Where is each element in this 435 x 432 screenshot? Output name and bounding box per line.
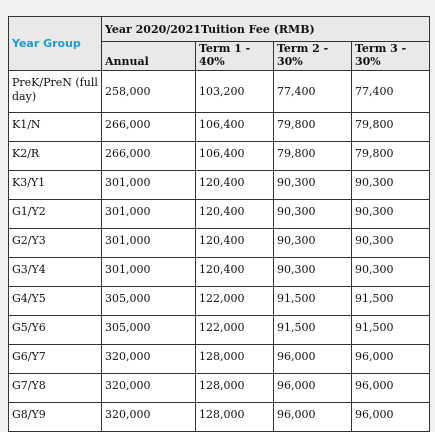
- grade-cell: G6/Y7: [9, 345, 102, 374]
- grade-cell: G2/Y3: [9, 229, 102, 258]
- grade-cell: K1/N: [9, 113, 102, 142]
- fee-table-body: [9, 71, 430, 432]
- term-1-fee-cell: 122,000: [196, 287, 274, 316]
- term-3-fee-cell: 91,500: [352, 287, 430, 316]
- term-1-fee-cell: 106,400: [196, 142, 274, 171]
- grade-cell: G4/Y5: [9, 287, 102, 316]
- term-3-fee-cell: 79,800: [352, 113, 430, 142]
- term-1-fee-cell: 106,400: [196, 113, 274, 142]
- term-1-fee-cell: 120,400: [196, 200, 274, 229]
- term-1-fee-cell: 120,400: [196, 171, 274, 200]
- term-2-fee-cell: 90,300: [274, 171, 352, 200]
- annual-fee-cell: 266,000: [102, 142, 196, 171]
- term-3-fee-cell: 96,000: [352, 345, 430, 374]
- column-header-annual: Annual: [102, 42, 196, 71]
- table-row: [9, 171, 430, 200]
- table-row: [9, 71, 430, 113]
- table-title: Year 2020/2021Tuition Fee (RMB): [102, 17, 430, 42]
- tuition-fee-table: [8, 16, 430, 432]
- table-row: [9, 403, 430, 432]
- column-header-term-2: Term 2 - 30%: [274, 42, 352, 71]
- annual-fee-cell: 258,000: [102, 71, 196, 113]
- table-row: [9, 200, 430, 229]
- table-row: [9, 287, 430, 316]
- term-3-fee-cell: 96,000: [352, 403, 430, 432]
- grade-label: PreK/PreN (full day): [12, 76, 98, 103]
- term-3-fee-cell: 91,500: [352, 316, 430, 345]
- term-2-fee-cell: 90,300: [274, 258, 352, 287]
- annual-fee-cell: 305,000: [102, 287, 196, 316]
- table-row: [9, 142, 430, 171]
- term-1-fee-cell: 103,200: [196, 71, 274, 113]
- term-3-fee-cell: 96,000: [352, 374, 430, 403]
- annual-fee-cell: 301,000: [102, 258, 196, 287]
- term-2-fee-cell: 79,800: [274, 142, 352, 171]
- annual-fee-cell: 320,000: [102, 345, 196, 374]
- term-3-fee-cell: 90,300: [352, 229, 430, 258]
- annual-fee-cell: 266,000: [102, 113, 196, 142]
- term-3-fee-cell: 90,300: [352, 200, 430, 229]
- annual-fee-cell: 301,000: [102, 200, 196, 229]
- year-group-header: Year Group: [9, 17, 102, 71]
- grade-cell: [9, 71, 102, 113]
- grade-cell: G1/Y2: [9, 200, 102, 229]
- term-2-fee-cell: 77,400: [274, 71, 352, 113]
- term-1-fee-cell: 120,400: [196, 258, 274, 287]
- term-2-fee-cell: 90,300: [274, 229, 352, 258]
- term-2-fee-cell: 91,500: [274, 316, 352, 345]
- table-row: [9, 258, 430, 287]
- term-1-fee-cell: 122,000: [196, 316, 274, 345]
- grade-cell: K3/Y1: [9, 171, 102, 200]
- term-2-fee-cell: 79,800: [274, 113, 352, 142]
- table-title-row: [9, 17, 430, 42]
- annual-fee-cell: 305,000: [102, 316, 196, 345]
- table-row: [9, 374, 430, 403]
- term-2-fee-cell: 91,500: [274, 287, 352, 316]
- grade-cell: G7/Y8: [9, 374, 102, 403]
- term-3-fee-cell: 79,800: [352, 142, 430, 171]
- term-2-fee-cell: 96,000: [274, 374, 352, 403]
- annual-fee-cell: 320,000: [102, 374, 196, 403]
- term-1-fee-cell: 128,000: [196, 374, 274, 403]
- column-header-term-1: Term 1 - 40%: [196, 42, 274, 71]
- term-1-fee-cell: 128,000: [196, 345, 274, 374]
- term-3-fee-cell: 90,300: [352, 171, 430, 200]
- column-header-term-3: Term 3 - 30%: [352, 42, 430, 71]
- grade-cell: G5/Y6: [9, 316, 102, 345]
- term-3-fee-cell: 77,400: [352, 71, 430, 113]
- grade-cell: G8/Y9: [9, 403, 102, 432]
- annual-fee-cell: 301,000: [102, 171, 196, 200]
- table-row: [9, 113, 430, 142]
- term-3-fee-cell: 90,300: [352, 258, 430, 287]
- grade-cell: K2/R: [9, 142, 102, 171]
- term-2-fee-cell: 96,000: [274, 403, 352, 432]
- term-1-fee-cell: 120,400: [196, 229, 274, 258]
- term-2-fee-cell: 90,300: [274, 200, 352, 229]
- table-row: [9, 345, 430, 374]
- table-row: [9, 316, 430, 345]
- term-2-fee-cell: 96,000: [274, 345, 352, 374]
- table-row: [9, 229, 430, 258]
- annual-fee-cell: 320,000: [102, 403, 196, 432]
- annual-fee-cell: 301,000: [102, 229, 196, 258]
- term-1-fee-cell: 128,000: [196, 403, 274, 432]
- grade-cell: G3/Y4: [9, 258, 102, 287]
